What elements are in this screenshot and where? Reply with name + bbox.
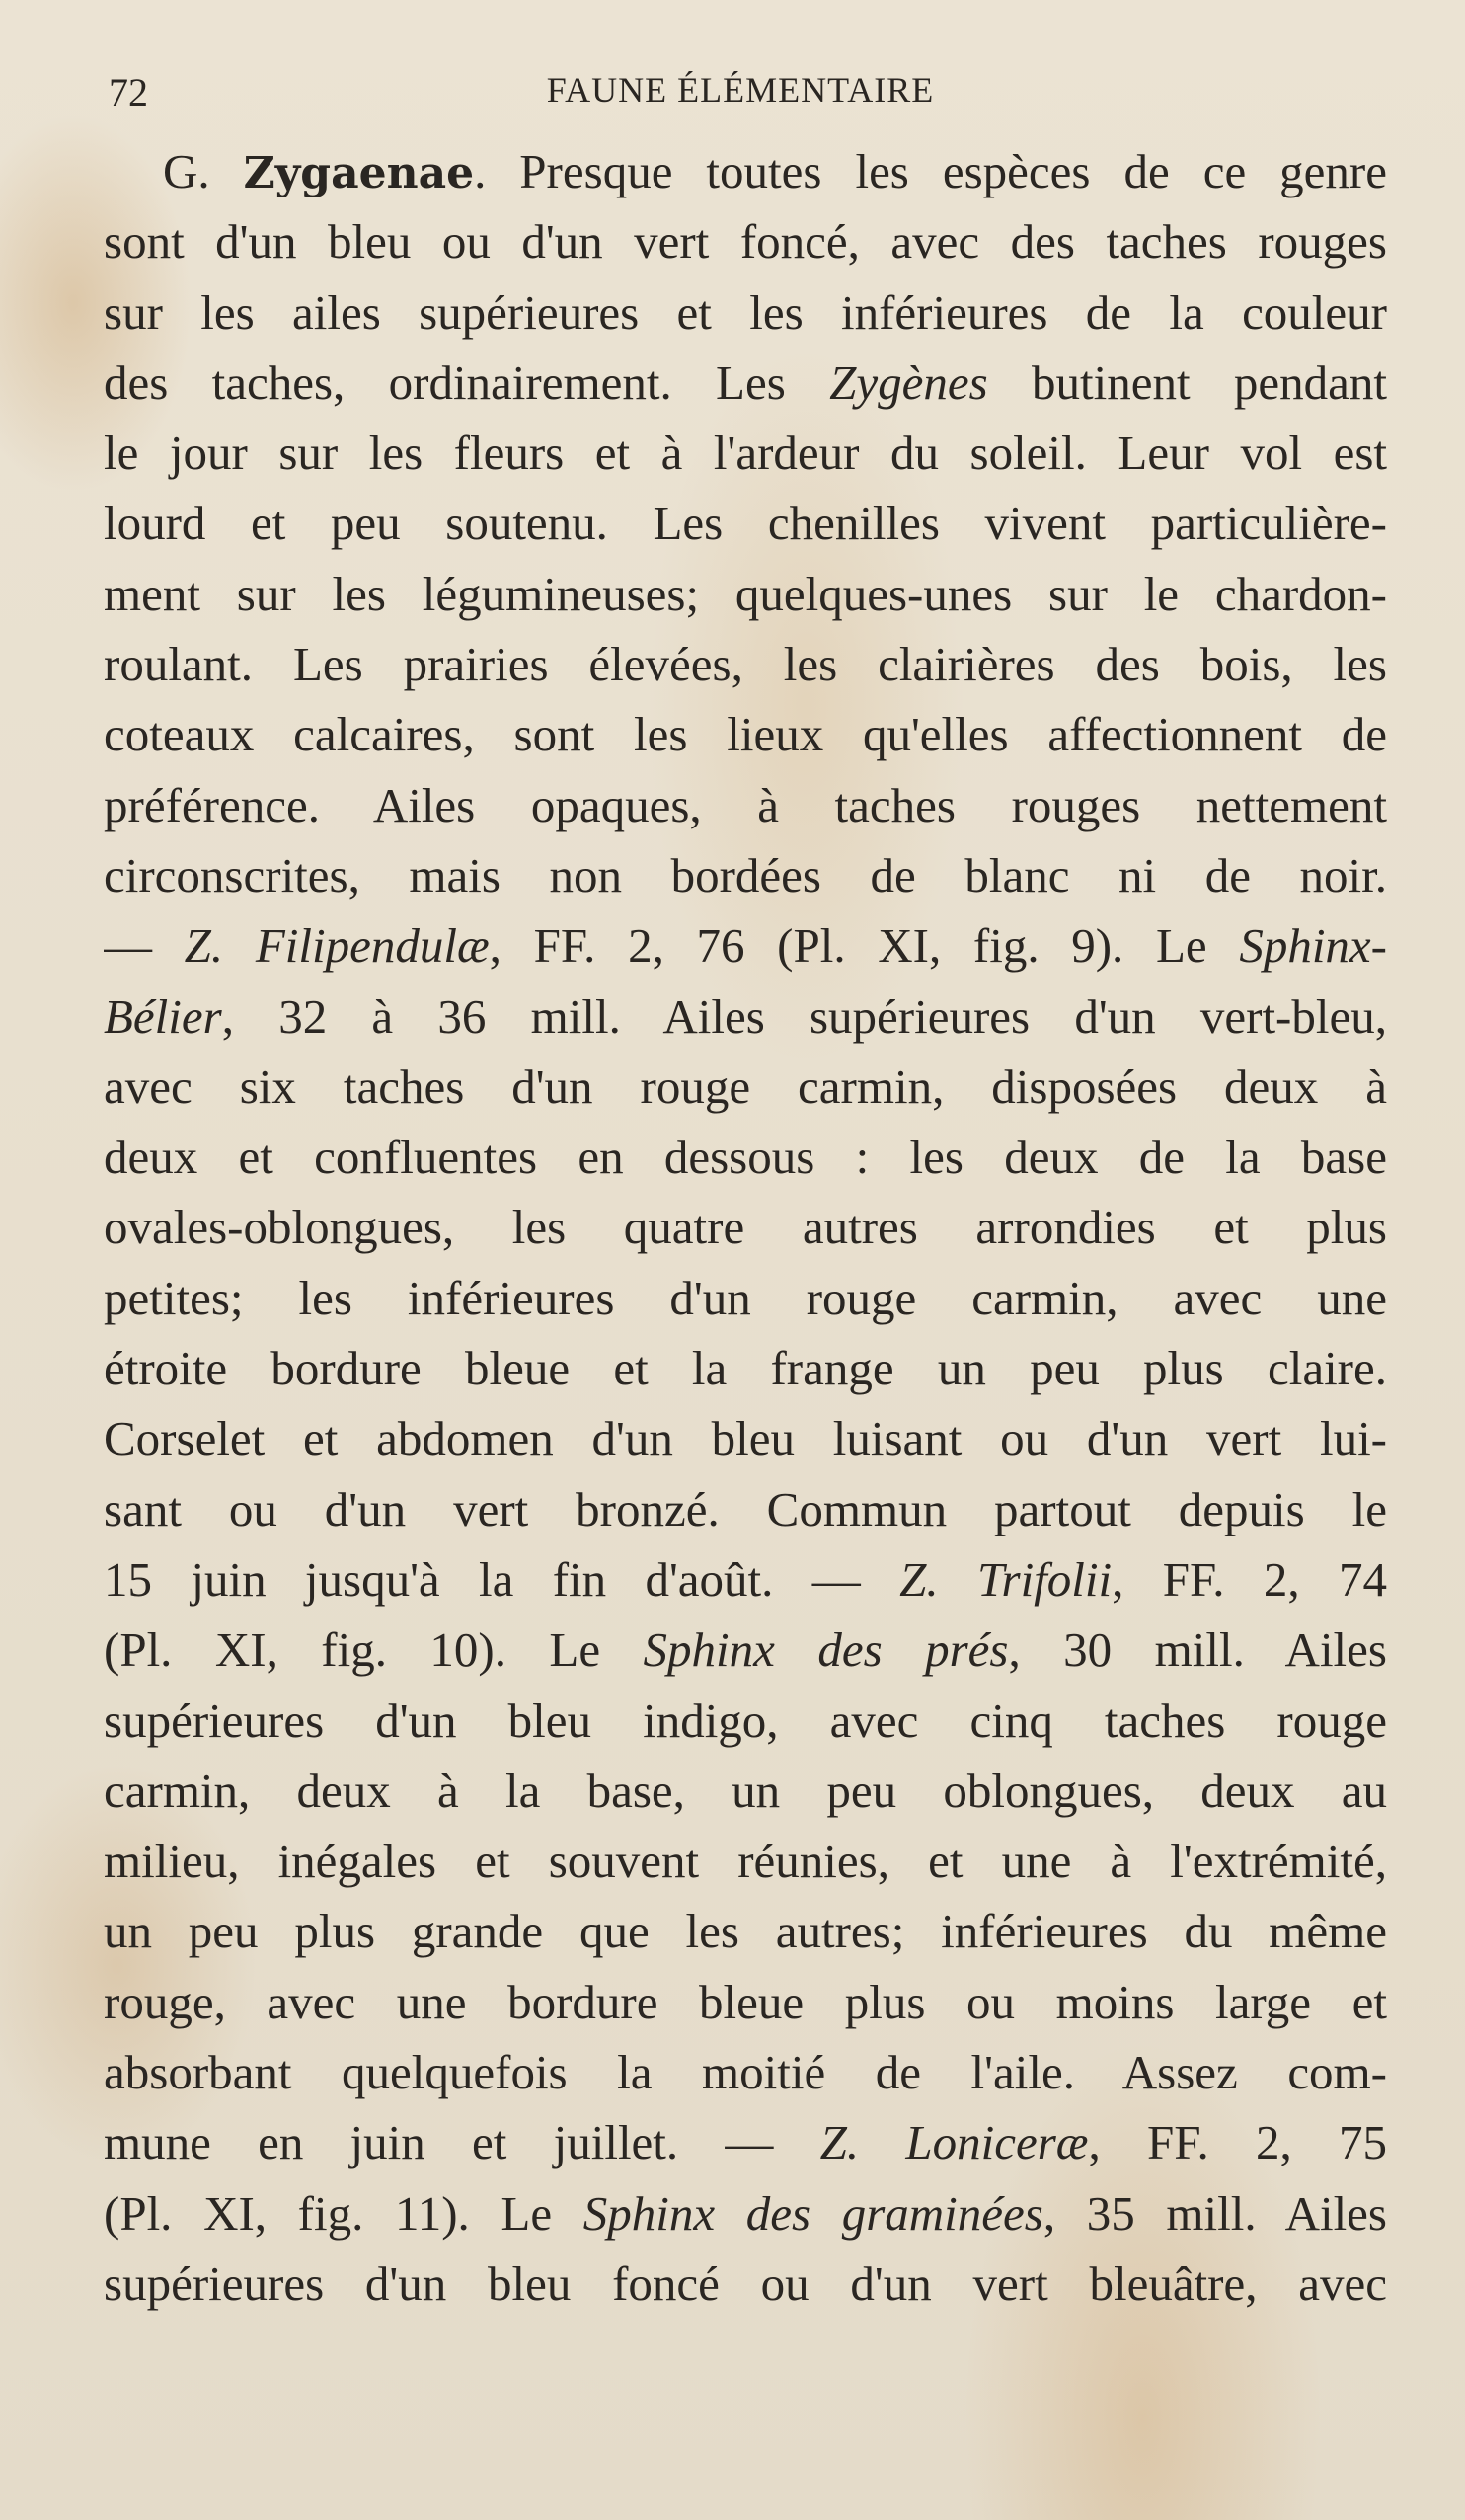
text-run: carmin, deux à la base, un peu oblongues, deux au (104, 1763, 1387, 1818)
text-line (104, 1474, 1387, 1544)
text-run: sur les ailes supérieures et les inférieures de la couleur (104, 284, 1387, 340)
text-line (104, 1403, 1387, 1473)
text-run: un peu plus grande que les autres; inférieures du même (104, 1904, 1387, 1959)
page-number: 72 (109, 70, 148, 115)
text-run: butinent pendant (987, 354, 1387, 410)
text-run: lourd et peu soutenu. Les chenilles vivent particulière- (104, 496, 1387, 551)
text-line (104, 1896, 1387, 1966)
text-run: des taches, ordinairement. Les (104, 354, 830, 410)
text-line (104, 1967, 1387, 2037)
text-line (104, 1192, 1387, 1262)
text-line (104, 629, 1387, 699)
text-line (104, 277, 1387, 348)
text-run: , FF. 2, 75 (1088, 2115, 1387, 2170)
text-run: ovales-oblongues, les quatre autres arrondies et plus (104, 1200, 1387, 1255)
italic-text: Sphinx des graminées (582, 2185, 1043, 2241)
text-line (104, 1263, 1387, 1333)
text-line (104, 699, 1387, 769)
italic-text: Bélier (104, 988, 222, 1044)
text-line (104, 2107, 1387, 2177)
italic-text: Z. Loniceræ (819, 2115, 1089, 2170)
text-run: G. (163, 144, 244, 198)
italic-text: Z. Trifolii (899, 1551, 1113, 1607)
text-run: (Pl. XI, fig. 11). Le (104, 2185, 583, 2241)
text-line (104, 1544, 1387, 1614)
text-run: (Pl. XI, fig. 10). Le (104, 1622, 644, 1678)
text-run: petites; les inférieures d'un rouge carmin, avec une (104, 1270, 1387, 1325)
text-line (104, 1756, 1387, 1826)
italic-text: Z. Filipendulæ (184, 918, 490, 974)
text-run: roulant. Les prairies élevées, les clairières des bois, les (104, 637, 1387, 692)
text-line (104, 1122, 1387, 1192)
text-run: , 35 mill. Ailes (1042, 2185, 1387, 2241)
text-line (104, 982, 1387, 1052)
text-line (104, 206, 1387, 276)
genus-name: Zygaenae (243, 148, 475, 198)
text-run: étroite bordure bleue et la frange un peu plus claire. (104, 1341, 1387, 1396)
text-run: — (104, 918, 185, 974)
text-line (104, 770, 1387, 840)
text-line (104, 2178, 1387, 2248)
text-line (104, 1614, 1387, 1685)
text-run: circonscrites, mais non bordées de blanc ni de noir. (104, 847, 1387, 903)
text-line (104, 559, 1387, 629)
text-run: sant ou d'un vert bronzé. Commun partout depuis le (104, 1481, 1387, 1536)
italic-text: Sphinx- (1239, 918, 1387, 974)
text-line (104, 910, 1387, 981)
text-run: 15 juin jusqu'à la fin d'août. — (104, 1551, 900, 1607)
text-line (104, 1826, 1387, 1896)
text-run: . Presque toutes les espèces de ce genre (474, 144, 1387, 198)
text-run: ment sur les légumineuses; quelques-unes sur le chardon- (104, 566, 1387, 621)
text-run: supérieures d'un bleu indigo, avec cinq taches rouge (104, 1693, 1387, 1748)
text-run: , 30 mill. Ailes (1008, 1622, 1387, 1678)
text-line (104, 1686, 1387, 1756)
italic-text: Zygènes (829, 354, 988, 410)
text-run: mune en juin et juillet. — (104, 2115, 820, 2170)
text-line (104, 840, 1387, 910)
text-run: rouge, avec une bordure bleue plus ou moins large et (104, 1974, 1387, 2029)
text-run: , 32 à 36 mill. Ailes supérieures d'un vert-bleu, (221, 988, 1387, 1044)
text-run: absorbant quelquefois la moitié de l'aile. Assez com- (104, 2045, 1387, 2100)
text-line (104, 136, 1387, 206)
text-line (104, 2248, 1387, 2319)
text-run: avec six taches d'un rouge carmin, disposées deux à (104, 1059, 1387, 1114)
italic-text: Sphinx des prés (643, 1622, 1009, 1678)
text-line (104, 348, 1387, 418)
text-line (104, 488, 1387, 558)
text-run: Corselet et abdomen d'un bleu luisant ou d'un vert lui- (104, 1411, 1387, 1466)
text-run: , FF. 2, 76 (Pl. XI, fig. 9). Le (489, 918, 1240, 974)
running-title: FAUNE ÉLÉMENTAIRE (546, 70, 935, 110)
text-line (104, 1333, 1387, 1403)
text-run: deux et confluentes en dessous : les deux de la base (104, 1130, 1387, 1185)
text-line (104, 418, 1387, 488)
text-line (104, 2037, 1387, 2107)
running-head (99, 59, 1382, 118)
text-run: supérieures d'un bleu foncé ou d'un vert bleuâtre, avec (104, 2255, 1387, 2311)
text-run: préférence. Ailes opaques, à taches rouges nettement (104, 777, 1387, 832)
text-run: , FF. 2, 74 (1112, 1551, 1387, 1607)
text-run: milieu, inégales et souvent réunies, et une à l'extrémité, (104, 1834, 1387, 1889)
text-run: le jour sur les fleurs et à l'ardeur du soleil. Leur vol est (104, 426, 1387, 481)
body-text (104, 136, 1387, 2319)
text-line (104, 1052, 1387, 1122)
text-run: sont d'un bleu ou d'un vert foncé, avec des taches rouges (104, 214, 1387, 270)
text-run: coteaux calcaires, sont les lieux qu'elles affectionnent de (104, 707, 1387, 762)
